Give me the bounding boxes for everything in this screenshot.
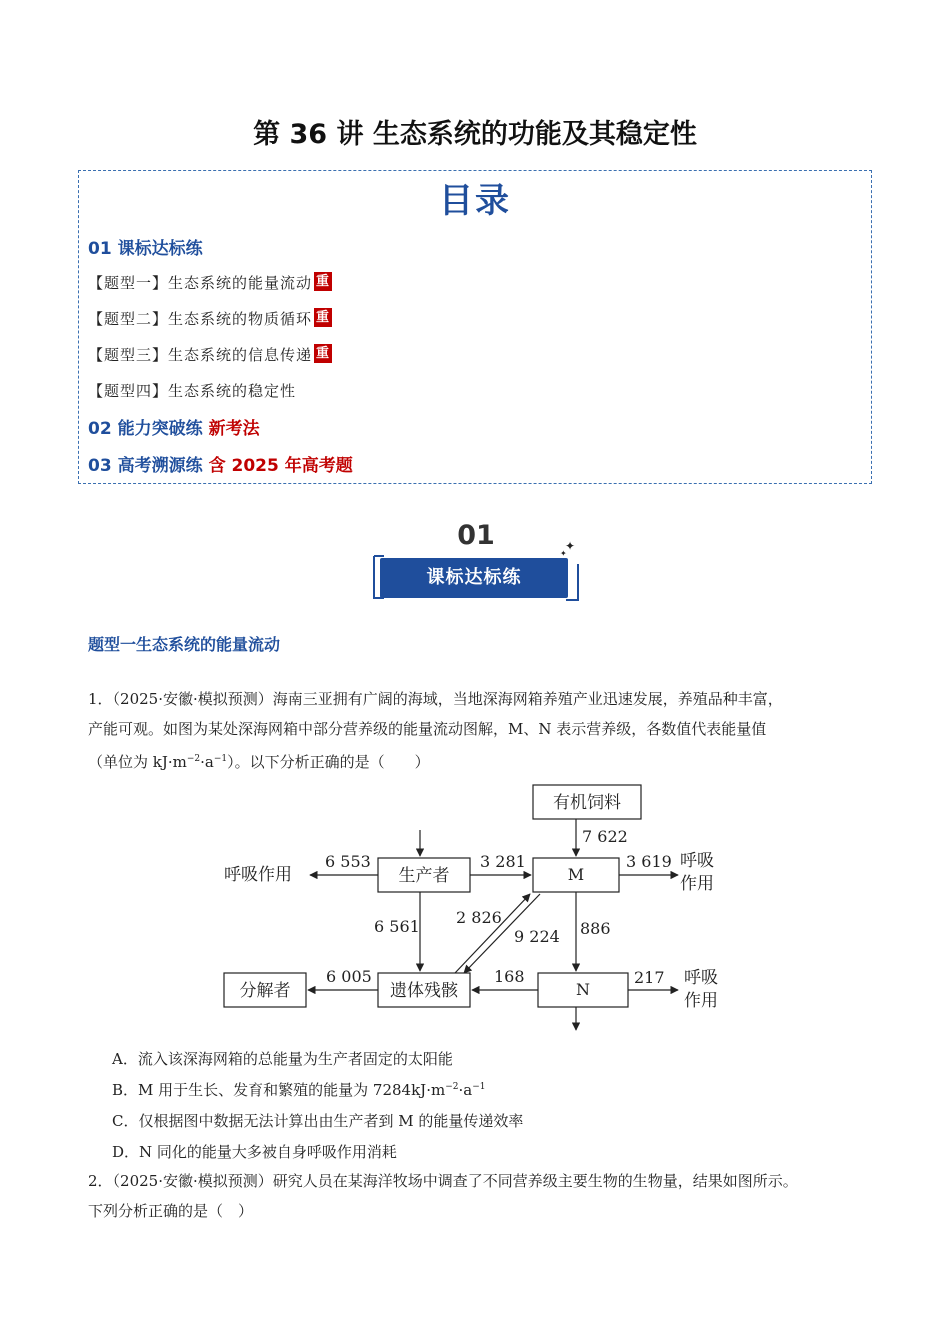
- toc-section-2[interactable]: [88, 414, 260, 439]
- value-n-remains: 168: [494, 967, 525, 986]
- value-prod-m: 3 281: [480, 852, 526, 871]
- decomposer-label: 分解者: [239, 981, 291, 1001]
- toc-item-1[interactable]: [88, 272, 332, 293]
- n-label: N: [576, 980, 590, 999]
- sup: −2: [445, 1082, 459, 1092]
- section-tag: 含 2025 年高考题: [208, 456, 353, 476]
- value-prod-remains: 6 561: [374, 917, 420, 936]
- section-banner: [370, 520, 582, 604]
- value-feed: 7 622: [582, 827, 628, 846]
- value-m-n: 886: [580, 919, 611, 938]
- q2-line-2: 下列分析正确的是（ ）: [88, 1202, 254, 1220]
- option-b-pre: B．M 用于生长、发育和繁殖的能量为 7284kJ·m: [112, 1081, 446, 1099]
- sup: −2: [186, 754, 201, 764]
- value-m-resp: 3 619: [626, 852, 672, 871]
- q1-unit-post: ）。以下分析正确的是（ ）: [227, 753, 430, 771]
- q1-option-a[interactable]: A．流入该深海网箱的总能量为生产者固定的太阳能: [112, 1050, 453, 1068]
- producer-label: 生产者: [398, 866, 450, 886]
- m-resp-label-1: 呼吸: [680, 851, 714, 871]
- section-label: 02 能力突破练: [88, 419, 203, 439]
- section-tag: 新考法: [208, 419, 260, 439]
- toc-item-2[interactable]: [88, 308, 332, 329]
- toc-item-label: 【题型三】生态系统的信息传递: [88, 346, 313, 364]
- q1-line-3: [88, 744, 878, 777]
- section-label: 03 高考溯源练: [88, 456, 203, 476]
- option-b-mid: ·a: [458, 1081, 473, 1099]
- toc-item-label: 【题型四】生态系统的稳定性: [88, 382, 297, 400]
- value-remains-decomp: 6 005: [326, 967, 372, 986]
- question-type-heading: 题型一生态系统的能量流动: [88, 635, 281, 654]
- banner-label: 课标达标练: [426, 567, 522, 588]
- key-badge: 重: [316, 346, 331, 361]
- banner-number: 01: [457, 520, 495, 551]
- svg-text:✦: ✦: [565, 539, 576, 553]
- toc-heading: 目录: [439, 181, 511, 221]
- n-resp-label-2: 作用: [684, 991, 718, 1011]
- q1-option-b[interactable]: [112, 1079, 485, 1100]
- q1-unit-mid: ·a: [200, 753, 214, 771]
- sup: −1: [472, 1082, 486, 1092]
- energy-flow-diagram: [210, 780, 750, 1032]
- value-prod-resp: 6 553: [325, 852, 371, 871]
- toc-item-label: 【题型一】生态系统的能量流动: [88, 274, 313, 292]
- producer-resp-label: 呼吸作用: [224, 865, 292, 885]
- svg-text:✦: ✦: [560, 549, 567, 558]
- value-n-resp: 217: [634, 968, 665, 987]
- key-badge: 重: [316, 310, 331, 325]
- m-label: M: [567, 865, 585, 884]
- toc-item-label: 【题型二】生态系统的物质循环: [88, 310, 313, 328]
- document-title: 第 36 讲 生态系统的功能及其稳定性: [253, 119, 697, 150]
- toc-section-1[interactable]: 01 课标达标练: [88, 239, 203, 259]
- q1-unit-pre: （单位为 kJ·m: [88, 753, 187, 771]
- key-badge: 重: [316, 274, 331, 289]
- toc-item-3[interactable]: [88, 344, 332, 365]
- sup: −1: [213, 754, 228, 764]
- q1-option-d[interactable]: D．N 同化的能量大多被自身呼吸作用消耗: [112, 1143, 397, 1161]
- q2-line-1: 2．（2025·安徽·模拟预测）研究人员在某海洋牧场中调查了不同营养级主要生物的生物量，结果如图所示。: [88, 1172, 798, 1190]
- toc-item-4[interactable]: [88, 380, 296, 401]
- m-resp-label-2: 作用: [680, 874, 714, 894]
- toc-section-3[interactable]: [88, 451, 353, 476]
- n-resp-label-1: 呼吸: [684, 968, 718, 988]
- feed-label: 有机饲料: [553, 793, 621, 813]
- q1-line-2: 产能可观。如图为某处深海网箱中部分营养级的能量流动图解，M、N 表示营养级，各数值代表能量值: [88, 720, 767, 738]
- value-m-remains: 9 224: [514, 927, 560, 946]
- q1-option-c[interactable]: C．仅根据图中数据无法计算出由生产者到 M 的能量传递效率: [112, 1112, 524, 1130]
- remains-label: 遗体残骸: [390, 981, 458, 1001]
- value-remains-m: 2 826: [456, 908, 502, 927]
- q1-line-1: 1．（2025·安徽·模拟预测）海南三亚拥有广阔的海域，当地深海网箱养殖产业迅速发展，养殖品种丰富，: [88, 690, 783, 708]
